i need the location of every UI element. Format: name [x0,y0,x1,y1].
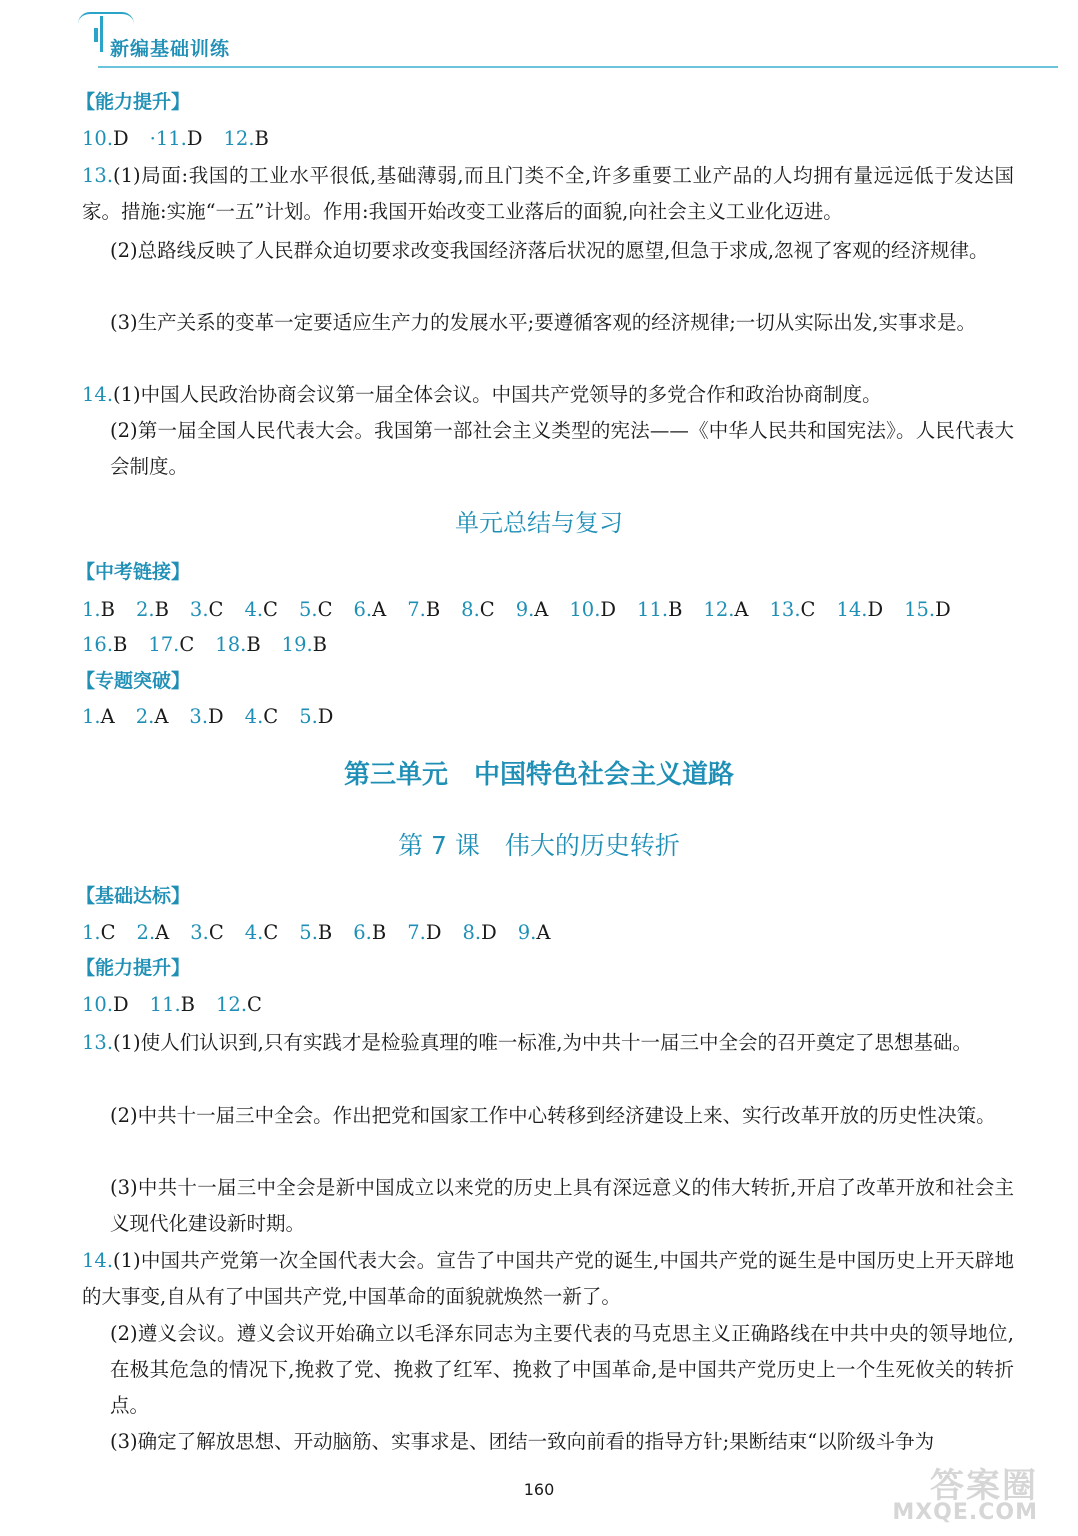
answer-letter: B [100,598,115,621]
answer-number: 9. [515,598,535,621]
answer-number: 13. [769,598,801,621]
answer-letter: D [867,598,884,621]
answer-letter: A [536,921,551,944]
answer-number: 2. [135,598,155,621]
header-divider [98,66,1058,68]
answer-letter: A [100,705,115,728]
answer-number: 6. [353,921,372,944]
answer-item [82,633,127,656]
unit3-title: 第三单元 中国特色社会主义道路 [343,760,734,790]
answer-item [82,705,115,728]
answer-number: 4. [244,705,264,728]
answer-number: 11. [149,993,181,1016]
answer-item [150,127,203,150]
logo-arc-icon [78,12,134,24]
q13b-part1 [82,1025,1014,1061]
logo-stem-icon [100,16,103,52]
answer-item [82,993,129,1016]
q13b-part3: (3)中共十一届三中全会是新中国成立以来党的历史上具有深远意义的伟大转折,开启了改革开放和社会主义现代化建设新时期。 [110,1176,1014,1235]
answer-text: (1)中国人民政治协商会议第一届全体会议。中国共产党领导的多党合作和政治协商制度。 [113,383,882,406]
jichu-answer-row [82,915,571,951]
lesson7-title: 第 7 课 伟大的历史转折 [398,831,680,860]
answer-letter: A [154,705,169,728]
answer-number: 3. [189,598,209,621]
answer-letter: B [317,921,333,944]
answer-text: (1)使人们认识到,只有实践才是检验真理的唯一标准,为中共十一届三中全会的召开奠定了思想基础。 [113,1031,973,1054]
answer-letter: C [800,598,816,621]
q13a-part2: (2)总路线反映了人民群众迫切要求改变我国经济落后状况的愿望,但急于求成,忽视了客观的经济规律。 [110,239,989,262]
answer-item [299,598,333,621]
answer-item [190,921,224,944]
unit-review-title: 单元总结与复习 [455,509,623,537]
answer-letter: D [186,127,203,150]
answer-letter: D [425,921,442,944]
page-number: 160 [523,1480,555,1499]
answer-letter: A [734,598,749,621]
answer-item [137,921,170,944]
answer-letter: B [113,633,128,656]
section-ability-2: 【能力提升】 [76,957,191,979]
answer-letter: B [254,127,269,150]
answer-letter: D [481,921,497,944]
answer-number: 2. [135,705,155,728]
answer-letter: C [479,598,495,621]
answer-number: 1. [82,921,101,944]
q14a-part1 [82,377,1014,413]
q13a-part1 [82,158,1014,230]
watermark-url: MXQE.COM [892,1500,1038,1525]
answer-letter: C [100,921,116,944]
answer-letter: C [263,921,279,944]
answer-letter: C [317,598,333,621]
answer-number: 19. [281,633,313,656]
answer-item [569,598,616,621]
answer-letter: B [371,921,387,944]
answer-number: 1. [82,598,101,621]
answer-item [245,705,279,728]
answer-number: 15. [904,598,936,621]
answer-number: 5. [299,705,318,728]
answer-number: 8. [461,598,480,621]
answer-item [216,993,262,1016]
answer-number: 14. [836,598,868,621]
question-number: 13. [82,164,114,187]
answer-item [354,598,387,621]
answer-item [136,598,169,621]
answer-item [82,598,115,621]
answer-text: (1)局面:我国的工业水平很低,基础薄弱,而且门类不全,许多重要工业产品的人均拥有量远远低于发达国家。措施:实施“一五”计划。作用:我国开始改变工业落后的面貌,向社会主义工业化迈进。 [82,164,1014,223]
answer-item [190,598,224,621]
answer-item [836,598,883,621]
answer-letter: A [372,598,387,621]
answer-number: 3. [189,705,209,728]
section-zhuanti: 【专题突破】 [76,670,191,692]
answer-letter: D [600,598,617,621]
answer-number: 5. [298,598,318,621]
answer-letter: D [113,993,129,1016]
watermark-logo: 答案圈 [930,1466,1038,1506]
answer-number: 4. [244,921,264,944]
answer-item [770,598,816,621]
answer-letter: D [113,127,129,150]
answer-item [299,705,333,728]
q14b-part2: (2)遵义会议。遵义会议开始确立以毛泽东同志为主要代表的马克思主义正确路线在中共中央的领导地位,在极其危急的情况下,挽救了党、挽救了红军、挽救了中国革命,是中国共产党历史上一个生死攸关的转折点。 [110,1322,1014,1417]
ability2-answer-row [82,987,283,1023]
answer-item [353,921,386,944]
q14b-part1 [82,1243,1014,1315]
answer-number: 16. [82,633,114,656]
answer-letter: B [180,993,196,1016]
ability1-answer-row [82,121,290,157]
answer-number: 17. [148,633,180,656]
answer-item [518,921,551,944]
answer-text: (1)中国共产党第一次全国代表大会。宣告了中国共产党的诞生,中国共产党的诞生是中国历史上开天辟地的大事变,自从有了中国共产党,中国革命的面貌就焕然一新了。 [82,1249,1014,1308]
question-number: 14. [82,1249,114,1272]
answer-item [82,127,129,150]
q14a-part2: (2)第一届全国人民代表大会。我国第一部社会主义类型的宪法——《中华人民共和国宪法》。人民代表大会制度。 [110,419,1014,478]
answer-number: 18. [215,633,247,656]
answer-number: 4. [244,598,264,621]
answer-number: ·11. [149,127,187,150]
answer-item [224,127,269,150]
page-header [0,0,1078,72]
answer-letter: A [534,598,549,621]
answer-number: 10. [569,598,601,621]
answer-letter: C [263,705,279,728]
answer-number: 5. [299,921,318,944]
zhuanti-answer-row [82,699,354,735]
answer-item [82,921,116,944]
answer-letter: B [312,633,328,656]
answer-letter: C [247,993,262,1016]
answer-number: 9. [517,921,537,944]
answer-number: 12. [223,127,255,150]
question-number: 14. [82,383,114,406]
answer-letter: D [208,705,224,728]
answer-number: 2. [136,921,156,944]
answer-item [407,598,440,621]
answer-item [637,598,682,621]
answer-item [189,705,223,728]
answer-number: 12. [703,598,735,621]
section-zhongkao: 【中考链接】 [76,561,191,583]
answer-letter: B [425,598,441,621]
question-number: 13. [82,1031,114,1054]
book-title: 新编基础训练 [110,38,231,60]
answer-item [245,921,279,944]
answer-number: 8. [462,921,482,944]
q14b-part3: (3)确定了解放思想、开动脑筋、实事求是、团结一致向前看的指导方针;果断结束“以阶级斗争为 [110,1430,935,1453]
zhongkao-answer-row-2 [82,627,348,663]
answer-item [703,598,748,621]
answer-letter: D [935,598,951,621]
answer-letter: C [179,633,195,656]
answer-item [150,993,195,1016]
answer-item [148,633,194,656]
answer-number: 1. [82,705,101,728]
answer-number: 12. [216,993,248,1016]
zhongkao-answer-row-1 [82,592,972,628]
answer-letter: B [668,598,683,621]
answer-letter: B [154,598,169,621]
section-ability-1: 【能力提升】 [76,91,191,113]
answer-number: 10. [82,993,114,1016]
answer-number: 11. [637,598,669,621]
answer-letter: A [155,921,170,944]
answer-item [462,921,496,944]
answer-item [136,705,169,728]
answer-item [244,598,278,621]
answer-item [516,598,549,621]
section-jichu: 【基础达标】 [76,885,191,907]
answer-item [904,598,951,621]
answer-number: 6. [353,598,373,621]
q13a-part3: (3)生产关系的变革一定要适应生产力的发展水平;要遵循客观的经济规律;一切从实际出发,实事求是。 [110,311,976,334]
answer-number: 10. [82,127,114,150]
answer-item [407,921,441,944]
answer-number: 7. [407,598,426,621]
answer-letter: B [246,633,261,656]
q13b-part2: (2)中共十一届三中全会。作出把党和国家工作中心转移到经济建设上来、实行改革开放的历史性决策。 [110,1104,996,1127]
answer-letter: C [208,598,224,621]
answer-letter: C [263,598,278,621]
answer-item [299,921,332,944]
answer-number: 7. [407,921,426,944]
answer-item [282,633,327,656]
answer-item [215,633,260,656]
logo-mark-icon [94,28,98,42]
answer-number: 3. [190,921,209,944]
answer-item [461,598,495,621]
answer-letter: D [317,705,334,728]
answer-letter: C [208,921,224,944]
